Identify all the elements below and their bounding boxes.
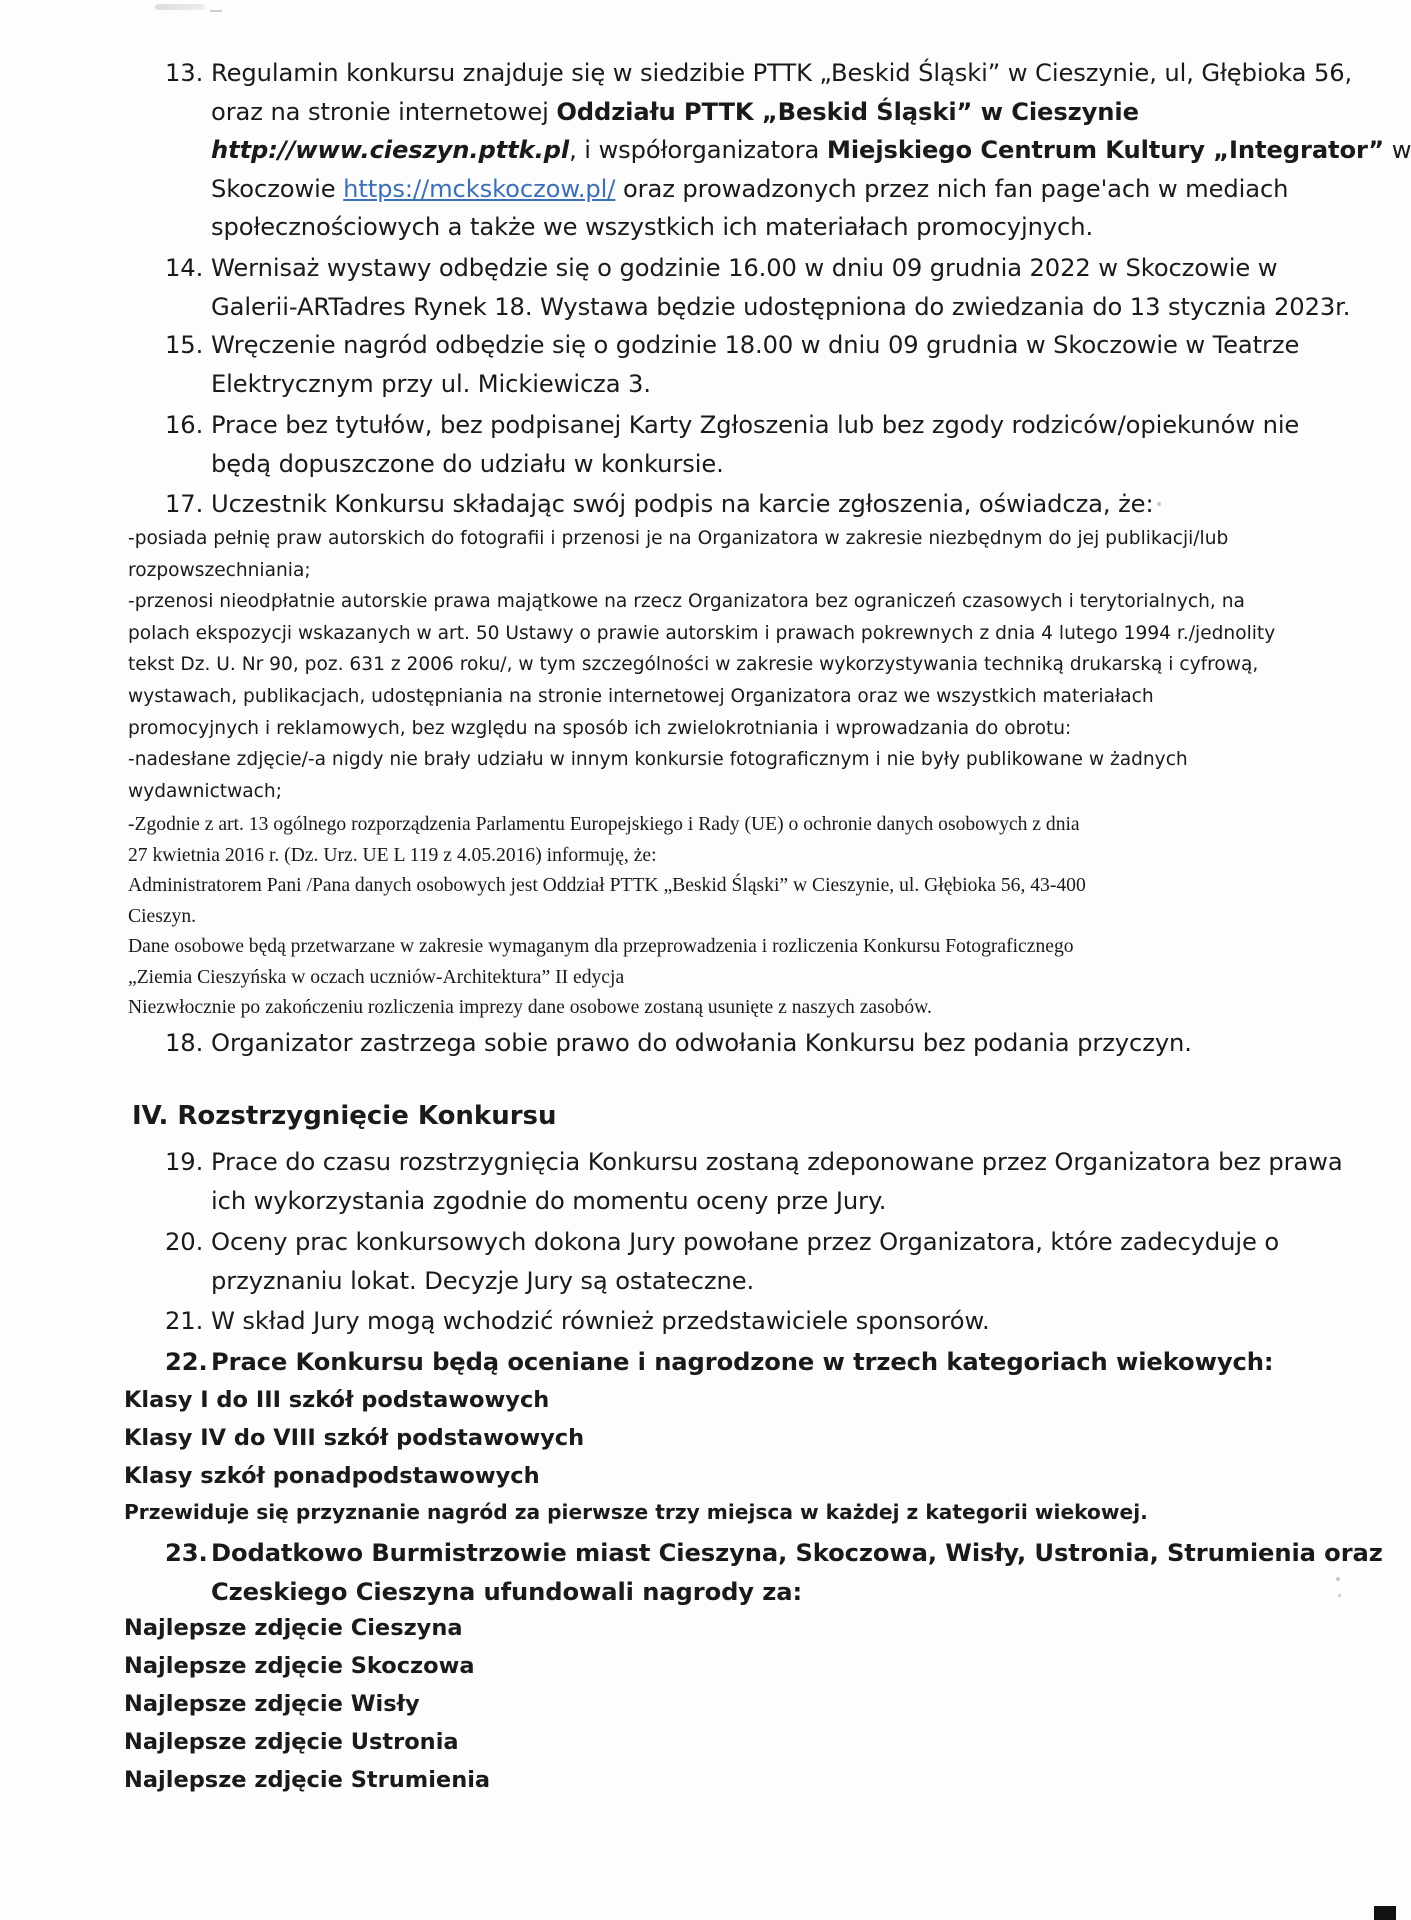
list-item-14 <box>165 249 1351 326</box>
text-run: Regulamin konkursu znajduje się w siedzibie PTTK „Beskid Śląski” w Cieszynie, ul, Głębioka 56, <box>211 59 1353 87</box>
declaration-line: rozpowszechniania; <box>128 559 311 581</box>
item-line <box>165 54 1353 93</box>
item-line: ich wykorzystania zgodnie do momentu oceny prze Jury. <box>211 1186 887 1215</box>
scan-artifact <box>1338 1594 1341 1597</box>
item-line: przyznaniu lokat. Decyzje Jury są ostateczne. <box>211 1266 755 1295</box>
item-line: Galerii-ARTadres Rynek 18. Wystawa będzie udostępniona do zwiedzania do 13 stycznia 2023r. <box>211 292 1351 321</box>
item-number: 18. <box>165 1029 204 1057</box>
list-item-21 <box>165 1302 1295 1341</box>
item-line: Elektrycznym przy ul. Mickiewicza 3. <box>211 369 651 398</box>
item-line: Prace do czasu rozstrzygnięcia Konkursu zostaną zdeponowane przez Organizatora bez prawa <box>211 1148 1343 1176</box>
list-item-13 <box>165 54 1411 247</box>
website-url[interactable]: http://www.cieszyn.pttk.pl <box>211 136 570 164</box>
item-line: Prace bez tytułów, bez podpisanej Karty Zgłoszenia lub bez zgody rodziców/opiekunów nie <box>211 411 1300 439</box>
list-item-20 <box>165 1223 1295 1300</box>
text-run: oraz na stronie internetowej <box>211 97 557 126</box>
declaration-line: polach ekspozycji wskazanych w art. 50 Ustawy o prawie autorskim i prawach pokrewnych z dnia 4 lutego 1994 r./jednolity <box>128 622 1276 644</box>
text-run: , i współorganizatora <box>569 136 827 164</box>
declaration-line: -posiada pełnię praw autorskich do fotografii i przenosi je na Organizatora w zakresie niezbędnym do jej publikacji/lub <box>128 528 1229 549</box>
age-category: Klasy szkół ponadpodstawowych <box>124 1463 540 1489</box>
list-item-23 <box>165 1534 1383 1611</box>
item-number: 17. <box>165 490 204 518</box>
gdpr-block <box>128 810 1278 1024</box>
item-line: Prace Konkursu będą oceniane i nagrodzone w trzech kategoriach wiekowych: <box>211 1348 1274 1376</box>
item-number: 20. <box>165 1228 204 1256</box>
item-number: 15. <box>165 331 204 359</box>
gdpr-line: Cieszyn. <box>128 905 197 927</box>
scan-artifact <box>210 10 222 12</box>
best-photo-award: Najlepsze zdjęcie Strumienia <box>124 1767 491 1793</box>
list-item-15 <box>165 326 1300 403</box>
item-line <box>165 131 1411 170</box>
item-line <box>165 93 1295 132</box>
text-run-bold: Oddziału PTTK „Beskid Śląski” w Cieszynie <box>556 97 1139 126</box>
list-item-16 <box>165 406 1300 483</box>
item-line: będą dopuszczone do udziału w konkursie. <box>211 449 724 478</box>
item-line: Organizator zastrzega sobie prawo do odwołania Konkursu bez podania przyczyn. <box>211 1029 1192 1057</box>
list-item-17 <box>165 485 1295 524</box>
scan-artifact <box>1336 1577 1340 1581</box>
declaration-line: wydawnictwach; <box>128 780 282 802</box>
age-category: Klasy IV do VIII szkół podstawowych <box>124 1425 585 1451</box>
text-run: oraz prowadzonych przez nich fan page'ach w mediach <box>615 174 1289 203</box>
gdpr-line: Administratorem Pani /Pana danych osobowych jest Oddział PTTK „Beskid Śląski” w Cieszynie, ul. Głębioka 56, 43-400 <box>128 875 1086 896</box>
best-photo-award: Najlepsze zdjęcie Ustronia <box>124 1729 459 1755</box>
item-line: Czeskiego Cieszyna ufundowali nagrody za: <box>211 1577 803 1606</box>
item-line: Wręczenie nagród odbędzie się o godzinie 18.00 w dniu 09 grudnia w Skoczowie w Teatrze <box>211 331 1300 359</box>
age-category: Klasy I do III szkół podstawowych <box>124 1387 550 1413</box>
declarations-block <box>128 523 1276 807</box>
gdpr-line: Dane osobowe będą przetwarzane w zakresie wymaganym dla przeprowadzenia i rozliczenia Konkursu Fotograficznego <box>128 936 1074 957</box>
best-photo-award: Najlepsze zdjęcie Cieszyna <box>124 1615 463 1641</box>
text-run: społecznościowych a także we wszystkich ich materiałach promocyjnych. <box>211 213 1094 241</box>
item-line: Wernisaż wystawy odbędzie się o godzinie 16.00 w dniu 09 grudnia 2022 w Skoczowie w <box>211 254 1278 282</box>
declaration-line: promocyjnych i reklamowych, bez względu na sposób ich zwielokrotniania i wprowadzania do obrotu: <box>128 717 1072 739</box>
item-number: 14. <box>165 254 204 282</box>
item-line: Oceny prac konkursowych dokona Jury powołane przez Organizatora, które zadecyduje o <box>211 1228 1280 1256</box>
gdpr-line: -Zgodnie z art. 13 ogólnego rozporządzenia Parlamentu Europejskiego i Rady (UE) o ochronie danych osobowych z dnia <box>128 814 1080 835</box>
gdpr-line: Niezwłocznie po zakończeniu rozliczenia imprezy dane osobowe zostaną usunięte z naszych zasobów. <box>128 997 932 1018</box>
item-line: Uczestnik Konkursu składając swój podpis na karcie zgłoszenia, oświadcza, że: <box>211 490 1154 518</box>
scan-artifact <box>155 4 205 10</box>
declaration-line: -nadesłane zdjęcie/-a nigdy nie brały udziału w innym konkursie fotograficznym i nie były publikowane w żadnych <box>128 749 1188 771</box>
item-number: 23. <box>165 1539 208 1567</box>
gdpr-line: „Ziemia Cieszyńska w oczach uczniów-Architektura” II edycja <box>128 966 625 988</box>
item-number: 22. <box>165 1348 208 1376</box>
item-number: 13. <box>165 59 204 87</box>
best-photo-award: Najlepsze zdjęcie Skoczowa <box>124 1653 475 1679</box>
item-line <box>165 208 1295 247</box>
best-photo-award: Najlepsze zdjęcie Wisły <box>124 1691 420 1717</box>
scan-artifact <box>1374 1906 1396 1920</box>
item-number: 19. <box>165 1148 204 1176</box>
item-line: Dodatkowo Burmistrzowie miast Cieszyna, Skoczowa, Wisły, Ustronia, Strumienia oraz <box>211 1539 1383 1567</box>
list-item-22 <box>165 1343 1295 1382</box>
declaration-line: wystawach, publikacjach, udostępniania na stronie internetowej Organizatora oraz we wszystkich materiałach <box>128 685 1154 707</box>
text-run: w <box>1384 136 1411 164</box>
declaration-line: tekst Dz. U. Nr 90, poz. 631 z 2006 roku/, w tym szczególności w zakresie wykorzystywania techniką drukarską i cyfrową, <box>128 654 1259 676</box>
item-line <box>165 170 1295 209</box>
hyperlink[interactable]: https://mckskoczow.pl/ <box>343 174 616 203</box>
item-number: 21. <box>165 1307 204 1335</box>
section-heading: IV. Rozstrzygnięcie Konkursu <box>132 1101 557 1131</box>
text-run-bold: Miejskiego Centrum Kultury „Integrator” <box>826 136 1385 164</box>
item-line: W skład Jury mogą wchodzić również przedstawiciele sponsorów. <box>211 1307 990 1335</box>
list-item-18 <box>165 1024 1295 1063</box>
list-item-19 <box>165 1143 1343 1220</box>
item-number: 16. <box>165 411 204 439</box>
text-run: Skoczowie <box>211 174 344 203</box>
prizes-note: Przewiduje się przyznanie nagród za pierwsze trzy miejsca w każdej z kategorii wiekowej. <box>124 1500 1148 1524</box>
declaration-line: -przenosi nieodpłatnie autorskie prawa majątkowe na rzecz Organizatora bez ograniczeń czasowych i terytorialnych, na <box>128 591 1245 613</box>
gdpr-line: 27 kwietnia 2016 r. (Dz. Urz. UE L 119 z 4.05.2016) informuję, że: <box>128 844 657 866</box>
